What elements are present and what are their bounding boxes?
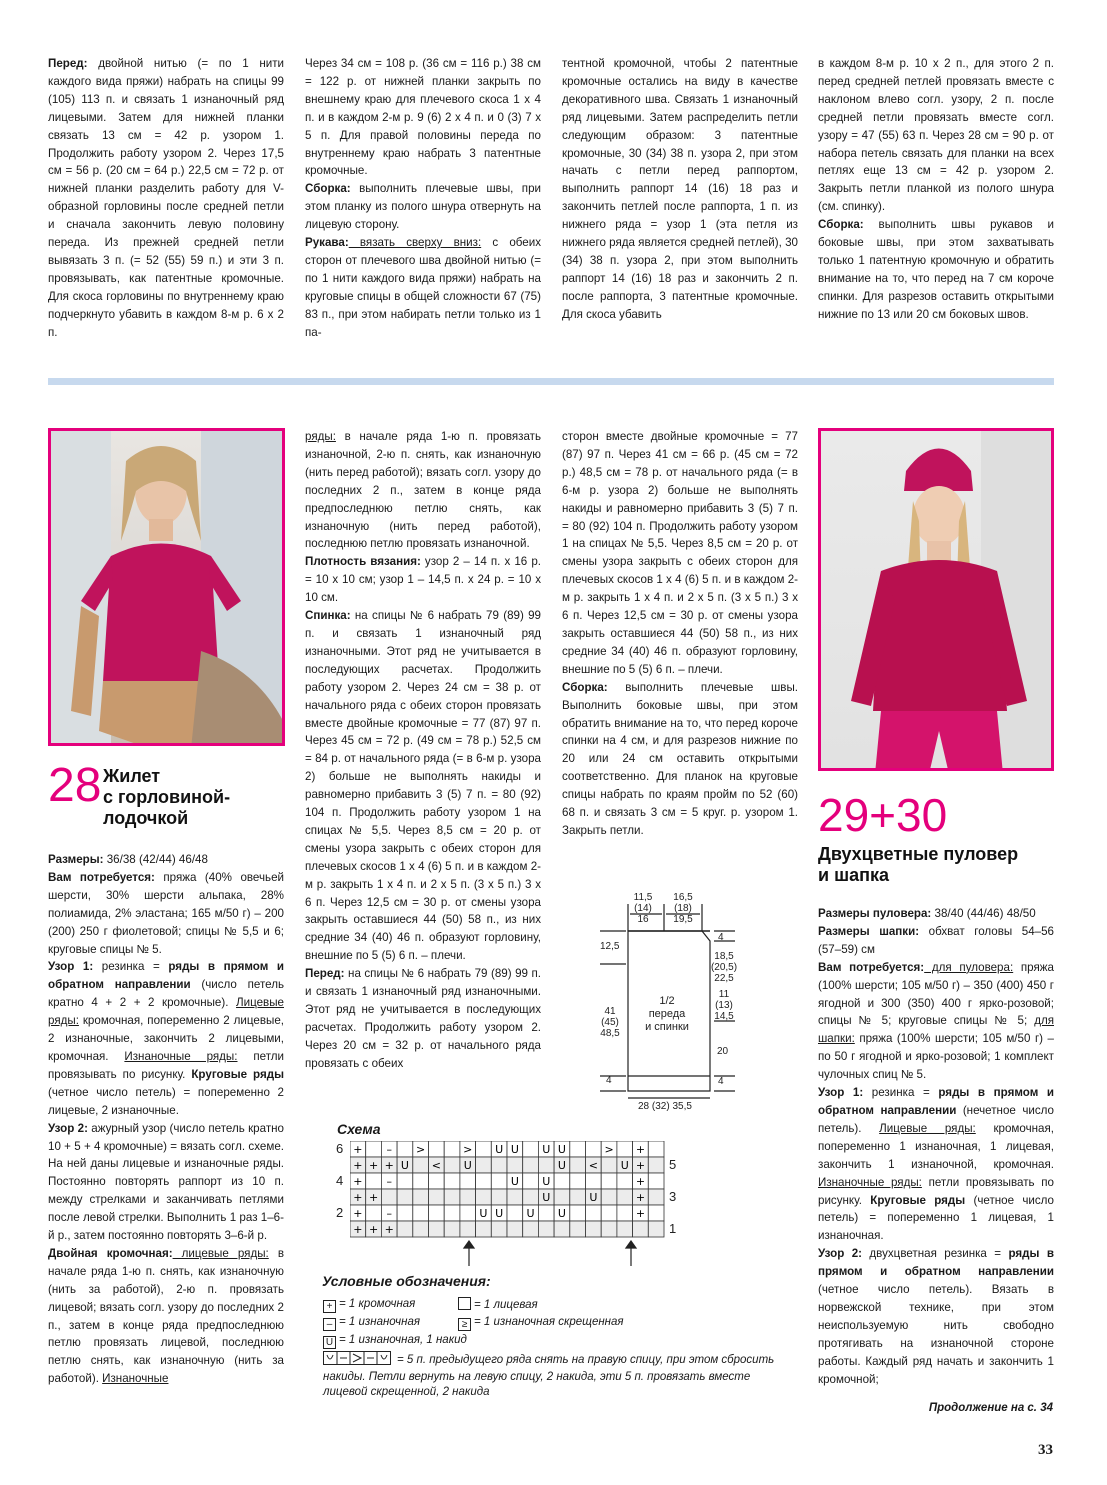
bold-run: ряды в прямом и обратном направлении bbox=[48, 960, 285, 992]
text-run: узор 2 – 14 п. х 16 р. = 10 х 10 см; узор 1 – 14,5 п. х 24 р. = 10 х 10 см. bbox=[305, 555, 541, 605]
schema-symbol: > bbox=[416, 1143, 426, 1156]
schema-cell bbox=[601, 1221, 617, 1237]
dia-right-bot: 4 bbox=[718, 1076, 724, 1087]
bold-run: Узор 2: bbox=[48, 1121, 88, 1135]
schema-symbol: U bbox=[557, 1207, 566, 1220]
paragraph bbox=[48, 1245, 284, 1388]
text-run: выполнить плечевые швы, при этом планку из полого шнура отвернуть на лицевую сторону. bbox=[305, 182, 541, 232]
dia-c-0: 1/2 bbox=[659, 995, 675, 1007]
paragraph bbox=[818, 923, 1054, 959]
schema-symbol: + bbox=[353, 1175, 363, 1188]
schema-symbol: < bbox=[431, 1159, 441, 1172]
schema-cell bbox=[476, 1221, 492, 1237]
schema-cell bbox=[554, 1189, 570, 1205]
dia-c-2: и спинки bbox=[645, 1021, 689, 1033]
page-number: 33 bbox=[1038, 1442, 1053, 1458]
text-run: выполнить плечевые швы. Выполнить боковые швы, при этом обратить внимание на то, что перед короче спинки на 4 см, и для разрезов нижние по 20 или 24 см оставить открытыми соответственно. Для планок на круговые спицы набрать по краям пройм по 52 (60) 68 п. и связать 3 см = 5 круг. р. узором 1. Закрыть петли. bbox=[562, 680, 798, 837]
bold-run: Спинка: bbox=[305, 609, 351, 623]
bold-run: Узор 2: bbox=[818, 1247, 862, 1261]
schema-symbol: U bbox=[510, 1143, 519, 1156]
legend-text-4: = 1 изнаночная скрещенная bbox=[474, 1316, 624, 1328]
paragraph bbox=[48, 958, 284, 1119]
five-stitch-cluster-icon bbox=[323, 1351, 391, 1370]
dia-rb-1: (13) bbox=[715, 1000, 733, 1011]
text-run: пряжа (100% шерсти; 105 м/50 г) – 350 (400) 450 г ягодной и 300 (350) 400 г ярко-розовой; спицы № 5; круговые спицы № 5; bbox=[818, 960, 1054, 1028]
bold-run: Вам потребуется: bbox=[48, 870, 155, 884]
schema-cell bbox=[413, 1189, 429, 1205]
paragraph bbox=[305, 607, 541, 965]
dia-left-mid bbox=[598, 1006, 622, 1039]
underline-run: Изнаночные bbox=[102, 1372, 169, 1386]
schema-cell bbox=[523, 1157, 539, 1173]
schema-grid bbox=[350, 1141, 665, 1244]
legend-item-3 bbox=[323, 1315, 420, 1331]
text-run: резинка = bbox=[863, 1086, 939, 1100]
schema-symbol: U bbox=[557, 1143, 566, 1156]
dia-tr-0: 16,5 bbox=[673, 892, 693, 903]
schema-cell bbox=[538, 1205, 554, 1221]
schema-symbol: + bbox=[353, 1191, 363, 1204]
text-run: кромочная, попеременно 2 лицевые, 2 изнаночные, закончить 2 лицевыми, кромочная. bbox=[48, 1014, 284, 1063]
text-run: двойной нитью (= по 1 нити каждого вида пряжи) набрать на спицы 99 (105) 113 п. и связать 1 изнаночный ряд лицевыми. Затем для нижней планки связать 13 см = 42 р. узором 1. Продолжить работу узором 2. Через 17,5 см = 56 р. (20 см = 64 р.) 22,5 см = 72 р. от нижней планки разделить работу для V-образной горловины после средней петли и сначала закончить левую половину переда. Из прежней средней петли вывязать 3 п. (= 52 (55) 59 п.) и эти 3 п. провязывать, как патентные кромочные. Для скоса горловины по внутреннему краю подчеркнуто убавить в каждом 8-м р. 6 х 2 п. bbox=[48, 57, 284, 339]
schema-cell bbox=[444, 1141, 460, 1157]
legend-title: Условные обозначения: bbox=[322, 1273, 491, 1289]
dia-center bbox=[632, 995, 702, 1034]
schema-cell bbox=[460, 1205, 476, 1221]
item-title-28 bbox=[103, 766, 293, 829]
schema-symbol: + bbox=[353, 1223, 363, 1236]
paragraph bbox=[818, 55, 1054, 216]
schema-cell bbox=[523, 1221, 539, 1237]
schema-symbol: U bbox=[620, 1159, 629, 1172]
dia-lm-1: (45) bbox=[601, 1017, 619, 1028]
underline-run: Лицевые ряды: bbox=[879, 1121, 976, 1135]
text-run: с обеих сторон от плечевого шва двойной нитью (= по 1 нити каждого вида пряжи) набрать на круговые спицы в общей сложности 67 (75) 83 п., при этом набирать петли только из 1 па- bbox=[305, 236, 541, 339]
schema-row-4: 4 bbox=[336, 1173, 344, 1188]
schema-cell bbox=[570, 1221, 586, 1237]
schema-right-nums bbox=[669, 1157, 676, 1237]
knit-stitch-icon bbox=[458, 1297, 471, 1310]
paragraph bbox=[305, 965, 541, 1072]
schema-symbol: U bbox=[542, 1191, 551, 1204]
item29-col bbox=[818, 905, 1054, 1388]
paragraph bbox=[818, 216, 1054, 323]
bold-run: Сборка: bbox=[305, 182, 351, 196]
schema-cell bbox=[648, 1157, 664, 1173]
schema-cell bbox=[617, 1189, 633, 1205]
bold-run: Вам потребуется: bbox=[818, 960, 925, 974]
text-run: в каждом 8-м р. 10 х 2 п., для этого 2 п. перед средней петлей провязать вместе с наклоном влево согл. узору, 2 п. после средней петли провязать вместе согл. узору = 47 (55) 63 п. Через 28 см = 90 р. от набора петель связать для планки на всех петлях еще 13 см = 42 р. узором 2. Закрыть петли планкой из полого шнура (см. спинку). bbox=[818, 57, 1054, 214]
title-28-line-1: Жилет bbox=[103, 766, 161, 786]
schema-cell bbox=[413, 1205, 429, 1221]
schema-cell bbox=[601, 1189, 617, 1205]
text-run: обхват головы 54–56 (57–59) см bbox=[818, 924, 1055, 956]
purl-stitch-icon: – bbox=[323, 1318, 336, 1331]
dia-tl-1: (14) bbox=[634, 903, 652, 914]
item28-col-2 bbox=[305, 428, 541, 1073]
paragraph bbox=[562, 55, 798, 324]
paragraph bbox=[818, 1084, 1054, 1245]
schema-cell bbox=[617, 1141, 633, 1157]
schema-symbol: + bbox=[635, 1191, 646, 1204]
section-divider bbox=[48, 378, 1054, 385]
paragraph bbox=[818, 905, 1054, 923]
text-run: двухцветная резинка = bbox=[862, 1247, 1009, 1261]
text-run: (четное число петель). Вязать в норвежской технике, при этом неиспользуемую нить свободно протягивать на изнаночной стороне работы. Каждый ряд начать и закончить 1 кромочной; bbox=[818, 1283, 1054, 1386]
schema-cell bbox=[491, 1221, 507, 1237]
bold-run: Рукава: bbox=[305, 236, 349, 250]
text-run: (нечетное число петель). bbox=[818, 1103, 1054, 1135]
schema-cell bbox=[523, 1189, 539, 1205]
dia-tl-0: 11,5 bbox=[633, 892, 653, 903]
schema-symbol: U bbox=[495, 1143, 504, 1156]
schema-cell bbox=[491, 1173, 507, 1189]
schema-cell bbox=[648, 1205, 664, 1221]
dia-tr-2: 19,5 bbox=[673, 914, 693, 925]
schema-cell bbox=[601, 1173, 617, 1189]
schema-cell bbox=[617, 1173, 633, 1189]
dia-tl-2: 16 bbox=[637, 914, 649, 925]
bold-run: Узор 1: bbox=[48, 960, 94, 974]
schema-left-nums bbox=[336, 1141, 343, 1221]
paragraph bbox=[305, 55, 541, 180]
bold-run: Двойная кромочная: bbox=[48, 1246, 173, 1260]
schema-symbol: > bbox=[604, 1143, 614, 1156]
top-col-3 bbox=[562, 55, 798, 324]
dia-ra-2: 22,5 bbox=[714, 973, 734, 984]
schema-symbol: < bbox=[588, 1159, 598, 1172]
schema-cell bbox=[444, 1173, 460, 1189]
item28-col-1 bbox=[48, 851, 284, 1388]
text-run: на спицы № 6 набрать 79 (89) 99 п. и связать 1 изнаночный ряд изнаночными. Этот ряд не учитывается в последующих расчетах. Продолжить работу узором 2. Через 20 см = 32 р. от начального ряда провязать с обеих bbox=[305, 967, 541, 1070]
dia-ra-1: (20,5) bbox=[710, 962, 738, 973]
text-run: (число петель кратно 4 + 2 + 2 кромочные). bbox=[48, 978, 284, 1010]
schema-cell bbox=[444, 1205, 460, 1221]
title-29-line-1: Двухцветные пуловер bbox=[818, 844, 1019, 864]
legend-text-2: = 1 лицевая bbox=[474, 1299, 538, 1311]
schema-cell bbox=[648, 1189, 664, 1205]
schema-cell bbox=[617, 1205, 633, 1221]
schema-cell bbox=[397, 1205, 413, 1221]
pullover-illustration bbox=[821, 431, 1054, 771]
schema-cell bbox=[397, 1189, 413, 1205]
paragraph bbox=[305, 428, 541, 553]
dia-top-right bbox=[668, 892, 698, 925]
schema-cell bbox=[429, 1221, 445, 1237]
schema-cell bbox=[491, 1189, 507, 1205]
legend-item-5 bbox=[323, 1333, 467, 1349]
schema-symbol: + bbox=[635, 1159, 646, 1172]
schema-symbol: U bbox=[510, 1175, 519, 1188]
continue-note: Продолжение на с. 34 bbox=[928, 1402, 1053, 1414]
dia-right-top: 4 bbox=[718, 932, 724, 943]
text-run: в начале ряда 1-ю п. снять, как изнаночную (нить за работой), 2-ю п. провязать лицевой; вязать согл. узору до последних 2 п., затем в конце ряда предпоследнюю петлю провязать лицевой, последнюю петлю снять, как изнаночную (нить за работой). bbox=[48, 1246, 285, 1386]
underline-run: Лицевые ряды: bbox=[48, 996, 284, 1028]
schema-cell bbox=[554, 1173, 570, 1189]
dia-right-c: 20 bbox=[717, 1046, 729, 1057]
schema-cell bbox=[413, 1173, 429, 1189]
schema-cell bbox=[413, 1157, 429, 1173]
schema-cell bbox=[507, 1157, 523, 1173]
schema-symbol: – bbox=[386, 1175, 392, 1188]
schema-cell bbox=[476, 1157, 492, 1173]
schema-symbol: U bbox=[542, 1143, 551, 1156]
legend-item-1 bbox=[323, 1297, 415, 1313]
bold-run: ряды в прямом и обратном направлении bbox=[818, 1086, 1055, 1117]
paragraph bbox=[562, 679, 798, 840]
item28-col-3 bbox=[562, 428, 798, 840]
schema-symbol: – bbox=[386, 1207, 392, 1220]
schema-symbol: + bbox=[635, 1207, 646, 1220]
schema-cell bbox=[397, 1173, 413, 1189]
schema-symbol: + bbox=[635, 1175, 646, 1188]
title-29-line-2: и шапка bbox=[818, 865, 889, 885]
schema-cell bbox=[586, 1173, 602, 1189]
edge-stitch-icon: + bbox=[323, 1300, 336, 1313]
dia-c-1: переда bbox=[648, 1008, 686, 1020]
legend-item-6 bbox=[323, 1351, 783, 1400]
bold-run: Круговые ряды bbox=[191, 1067, 284, 1081]
schema-symbol: U bbox=[495, 1207, 504, 1220]
item-title-29-30 bbox=[818, 844, 1054, 886]
schema-symbol: U bbox=[542, 1175, 551, 1188]
schema-cell bbox=[460, 1189, 476, 1205]
dia-right-a bbox=[710, 951, 738, 984]
schema-symbol: – bbox=[386, 1143, 392, 1156]
underline-run: для пуловера: bbox=[924, 960, 1014, 974]
schema-cell bbox=[617, 1221, 633, 1237]
top-col-2 bbox=[305, 55, 541, 342]
schema-symbol: + bbox=[368, 1223, 379, 1236]
underline-run: лицевые ряды: bbox=[172, 1246, 269, 1260]
text-run: в начале ряда 1-ю п. провязать изнаночной, 2-ю п. снять, как изнаночную (нить перед работой); вязать согл. узору до последних 2 п., затем в конце ряда предпоследнюю петлю снять, как изнаночную (нить перед работой), последнюю петлю провязать изнаночной. bbox=[305, 430, 541, 551]
text-run: (четное число петель) = попеременно 1 лицевая, 1 изнаночная. bbox=[818, 1193, 1054, 1243]
schema-row-6: 6 bbox=[336, 1141, 344, 1156]
text-run: выполнить швы рукавов и боковые швы, при этом захватывать только 1 патентную кромочную и обратить внимание на то, что перед на 7 см короче спинки. Для разрезов оставить открытыми нижние по 13 или 20 см боковых швов. bbox=[818, 218, 1054, 321]
dia-top-left bbox=[628, 892, 658, 925]
paragraph bbox=[305, 180, 541, 234]
schema-cell bbox=[570, 1189, 586, 1205]
title-28-line-3: лодочкой bbox=[103, 808, 189, 828]
schema-symbol: U bbox=[463, 1159, 472, 1172]
legend-text-1: = 1 кромочная bbox=[339, 1298, 416, 1310]
schema-symbol: + bbox=[368, 1191, 379, 1204]
photo-pullover bbox=[818, 428, 1054, 771]
schema-cell bbox=[476, 1141, 492, 1157]
schema-cell bbox=[538, 1157, 554, 1173]
schema-cell bbox=[570, 1157, 586, 1173]
schema-symbol: + bbox=[353, 1159, 363, 1172]
text-run: ажурный узор (число петель кратно 10 + 5 + 4 кромочные) = вязать согл. схеме. На ней даны лицевые и изнаночные ряды. Постоянно повторять раппорт из 10 п. между стрелками и заканчивать петлями после левой стрелки. Выполнить 1 раз 1–6-й р., затем постоянно повторять 3–6-й р. bbox=[48, 1121, 284, 1243]
paragraph bbox=[48, 1120, 284, 1245]
schema-symbol: U bbox=[526, 1207, 535, 1220]
schema-symbol: U bbox=[589, 1191, 598, 1204]
legend-item-2 bbox=[458, 1297, 538, 1313]
top-col-1 bbox=[48, 55, 284, 342]
schema-row-2: 2 bbox=[336, 1205, 344, 1220]
text-run: пряжа (40% овечьей шерсти, 30% шерсти альпака, 28% полиамида, 2% эластана; 165 м/50 г) – 200 (200) 250 г фиолетовой; спицы № 5,5 и 6; круговые спицы № 5. bbox=[48, 870, 284, 956]
schema-cell bbox=[397, 1141, 413, 1157]
schema-cell bbox=[444, 1221, 460, 1237]
bold-run: Размеры: bbox=[48, 853, 104, 866]
text-run: кромочная, попеременно 1 изнаночная, 1 лицевая, закончить 1 изнаночной, кромочная. bbox=[818, 1121, 1054, 1171]
dia-ra-0: 18,5 bbox=[714, 951, 734, 962]
text-run: резинка = bbox=[93, 960, 169, 974]
schema-cell bbox=[429, 1173, 445, 1189]
bold-run: Перед: bbox=[48, 57, 88, 70]
top-col-4 bbox=[818, 55, 1054, 324]
legend-text-5: = 1 изнаночная, 1 накид bbox=[339, 1334, 467, 1346]
text-run: 38/40 (44/46) 48/50 bbox=[931, 907, 1036, 920]
schema-cell bbox=[648, 1173, 664, 1189]
schema-cell bbox=[429, 1205, 445, 1221]
schema-symbol: + bbox=[635, 1143, 646, 1156]
schema-cell bbox=[601, 1157, 617, 1173]
purl-yarnover-icon: U bbox=[323, 1336, 336, 1349]
underline-run: вязать сверху вниз: bbox=[348, 236, 482, 250]
dia-rb-2: 14,5 bbox=[714, 1011, 734, 1022]
schema-cell bbox=[366, 1173, 382, 1189]
schema-cell bbox=[586, 1205, 602, 1221]
twisted-purl-icon: ≥ bbox=[458, 1318, 471, 1331]
schema-cell bbox=[460, 1221, 476, 1237]
legend-text-3: = 1 изнаночная bbox=[339, 1316, 420, 1328]
schema-cell bbox=[397, 1221, 413, 1237]
schema-cell bbox=[570, 1173, 586, 1189]
underline-run: ряды: bbox=[305, 430, 336, 443]
bold-run: Плотность вязания: bbox=[305, 555, 421, 569]
photo-vest bbox=[48, 428, 285, 746]
bold-run: ряды в прямом и обратном направлении bbox=[818, 1247, 1054, 1279]
dia-left-bot: 4 bbox=[606, 1075, 612, 1086]
repeat-arrows bbox=[350, 1240, 665, 1270]
text-run: петли провязывать по рисунку. bbox=[48, 1049, 284, 1081]
schema-cell bbox=[538, 1221, 554, 1237]
underline-run: для шапки: bbox=[818, 1014, 1054, 1046]
legend-text-6: = 5 п. предыдущего ряда снять на правую спицу, при этом сбросить накиды. Петли вернуть на левую спицу, 2 накида, эти 5 п. провязать вместе лицевой скрещенной, 2 накида bbox=[323, 1354, 775, 1398]
schema-cell bbox=[648, 1221, 664, 1237]
bold-run: Перед: bbox=[305, 967, 345, 981]
schema-cell bbox=[413, 1221, 429, 1237]
schema-cell bbox=[476, 1189, 492, 1205]
dia-left-top: 12,5 bbox=[600, 941, 620, 952]
schema-cell bbox=[523, 1141, 539, 1157]
paragraph bbox=[48, 55, 284, 342]
text-run: Через 34 см = 108 р. (36 см = 116 р.) 38 см = 122 р. от нижней планки закрыть по внешнему краю для плечевого скоса 1 х 4 п. и в каждом 2-м р. 9 (6) 2 х 4 п. и 0 (3) 7 х 5 п. Для правой половины переда по внутреннему краю набрать 3 патентные кромочные. bbox=[305, 57, 541, 178]
item-number-29-30: 29+30 bbox=[818, 789, 948, 841]
text-run: пряжа (100% шерсти; 105 м/50 г) – по 50 г ягодной и ярко-розовой; 1 комплект чулочных спиц № 5. bbox=[818, 1032, 1054, 1082]
schema-cell bbox=[429, 1189, 445, 1205]
schema-cell bbox=[570, 1141, 586, 1157]
item-number-28: 28 bbox=[48, 759, 102, 812]
text-run: (четное число петель) = попеременно 2 лицевые, 2 изнаночные. bbox=[48, 1085, 284, 1117]
legend-item-4 bbox=[458, 1315, 624, 1331]
bold-run: Сборка: bbox=[562, 680, 608, 694]
schema-cell bbox=[366, 1205, 382, 1221]
paragraph bbox=[818, 959, 1054, 1084]
schema-cell bbox=[507, 1221, 523, 1237]
schema-row-5: 5 bbox=[669, 1157, 677, 1172]
schema-cell bbox=[491, 1157, 507, 1173]
schema-symbol: + bbox=[384, 1159, 394, 1172]
schema-cell bbox=[444, 1157, 460, 1173]
schema-row-3: 3 bbox=[669, 1189, 677, 1204]
schema-cell bbox=[507, 1205, 523, 1221]
underline-run: Изнаночные ряды: bbox=[124, 1049, 238, 1063]
schema-symbol: + bbox=[368, 1159, 379, 1172]
paragraph bbox=[305, 553, 541, 607]
text-run: на спицы № 6 набрать 79 (89) 99 п. и связать 1 изнаночный ряд изнаночными. Этот ряд не учитывается в последующих расчетах. Продолжить работу узором 2. Через 24 см = 38 р. от начального ряда с обеих сторон провязать вместе двойные кромочные = 77 (87) 97 п. Через 45 см = 72 р. (49 см = 78 р.) 52,5 см = 84 р. от начального ряда (= в 6-м р. узора 2) больше не выполнять накиды и равномерно прибавить 3 (5) 7 п. = 80 (92) 104 п. Продолжить работу узором 1 на спицах № 5,5. Через 8,5 см = 20 р. от смены узора закрыть с обеих сторон для плечевых скосов 1 х 4 (6) 5 п. и в каждом 2-м р. закрыть 1 х 4 п. и 2 х 5 п. (3 х 5 п.) 3 х 6 п. Через 12,5 см = 30 р. от смены узора закрыть оставшиеся 44 (50) 58 п., из них средние 34 (40) 46 п. образуют горловину, внешние по 5 (5) 6 п. – плечи. bbox=[305, 609, 541, 963]
paragraph bbox=[305, 234, 541, 341]
schema-symbol: + bbox=[353, 1143, 363, 1156]
schema-cell bbox=[444, 1189, 460, 1205]
bold-run: Размеры пуловера: bbox=[818, 907, 932, 920]
bold-run: Круговые ряды bbox=[870, 1193, 966, 1207]
schema-cell bbox=[429, 1141, 445, 1157]
bold-run: Узор 1: bbox=[818, 1086, 864, 1100]
dia-lm-0: 41 bbox=[604, 1006, 616, 1017]
schema-symbol: U bbox=[557, 1159, 566, 1172]
schema-cell bbox=[586, 1141, 602, 1157]
schema-cell bbox=[476, 1173, 492, 1189]
schema-cell bbox=[523, 1173, 539, 1189]
dia-tr-1: (18) bbox=[674, 903, 692, 914]
schema-symbol: + bbox=[384, 1223, 394, 1236]
schema-cell bbox=[586, 1221, 602, 1237]
schema-row-1: 1 bbox=[669, 1221, 677, 1236]
schema-symbol: + bbox=[353, 1207, 363, 1220]
paragraph bbox=[818, 1245, 1054, 1388]
schema-symbol: U bbox=[479, 1207, 488, 1220]
schema-symbol: U bbox=[400, 1159, 409, 1172]
title-28-line-2: с горловиной- bbox=[103, 787, 231, 807]
bold-run: Сборка: bbox=[818, 218, 864, 232]
dia-bottom: 28 (32) 35,5 bbox=[638, 1101, 692, 1112]
underline-run: Изнаночные ряды: bbox=[818, 1175, 922, 1189]
text-run: тентной кромочной, чтобы 2 патентные кромочные остались на виду в качестве декоративного шва. Связать 1 изнаночный ряд лицевыми. Затем распределить петли следующим образом: 3 патентные кромочные, 30 (34) 38 п. узора 2, при этом начать с петли перед раппортом, выполнить раппорт 14 (16) 18 раз и закончить петлей после раппорта, 1 п. из нижнего ряда = узор 1 (эта петля из нижнего ряда является средней петлей), 30 (34) 38 п. узора 2, при этом выполнить раппорт 14 (16) 18 раз и закончить 2 п. после раппорта, 3 патентные кромочные. Для скоса убавить bbox=[562, 57, 798, 321]
schema-cell bbox=[570, 1205, 586, 1221]
schema-cell bbox=[554, 1221, 570, 1237]
schema-cell bbox=[648, 1141, 664, 1157]
schema-cell bbox=[460, 1173, 476, 1189]
schema-cell bbox=[633, 1221, 649, 1237]
text-run: 36/38 (42/44) 46/48 bbox=[103, 853, 208, 866]
dia-right-b bbox=[710, 989, 738, 1022]
paragraph bbox=[48, 869, 284, 959]
vest-illustration bbox=[51, 431, 285, 746]
schema-symbol: > bbox=[463, 1143, 473, 1156]
text-run: сторон вместе двойные кромочные = 77 (87) 97 п. Через 41 см = 66 р. (45 см = 72 р.) 48,5 см = 78 р. от начального ряда (= в 6-м р. узора 2) больше не выполнять накиды и равномерно прибавить 3 (5) 7 п. = 80 (92) 104 п. Продолжить работу узором 1 на спицах № 5,5. Через 8,5 см = 20 р. от смены узора закрыть с обеих сторон для плечевых скосов 1 х 4 (6) 5 п. и в каждом 2-м р. закрыть 1 х 4 п. и 2 х 5 п. (3 х 5 п.) 3 х 6 п. Через 12,5 см = 30 р. от смены узора закрыть оставшиеся 44 (50) 58 п., из них средние 34 (40) 46 п. образуют горловину, внешние по 5 (5) 6 п. – плечи. bbox=[562, 430, 798, 676]
schema-title: Схема bbox=[337, 1121, 381, 1137]
schema-cell bbox=[381, 1189, 397, 1205]
schema-cell bbox=[366, 1141, 382, 1157]
dia-lm-2: 48,5 bbox=[600, 1028, 620, 1039]
schema-cell bbox=[601, 1205, 617, 1221]
paragraph bbox=[48, 851, 284, 869]
text-run: петли провязывать по рисунку. bbox=[818, 1175, 1054, 1207]
bold-run: Размеры шапки: bbox=[818, 924, 920, 938]
paragraph bbox=[562, 428, 798, 679]
dia-rb-0: 11 bbox=[718, 989, 730, 1000]
schema-cell bbox=[507, 1189, 523, 1205]
